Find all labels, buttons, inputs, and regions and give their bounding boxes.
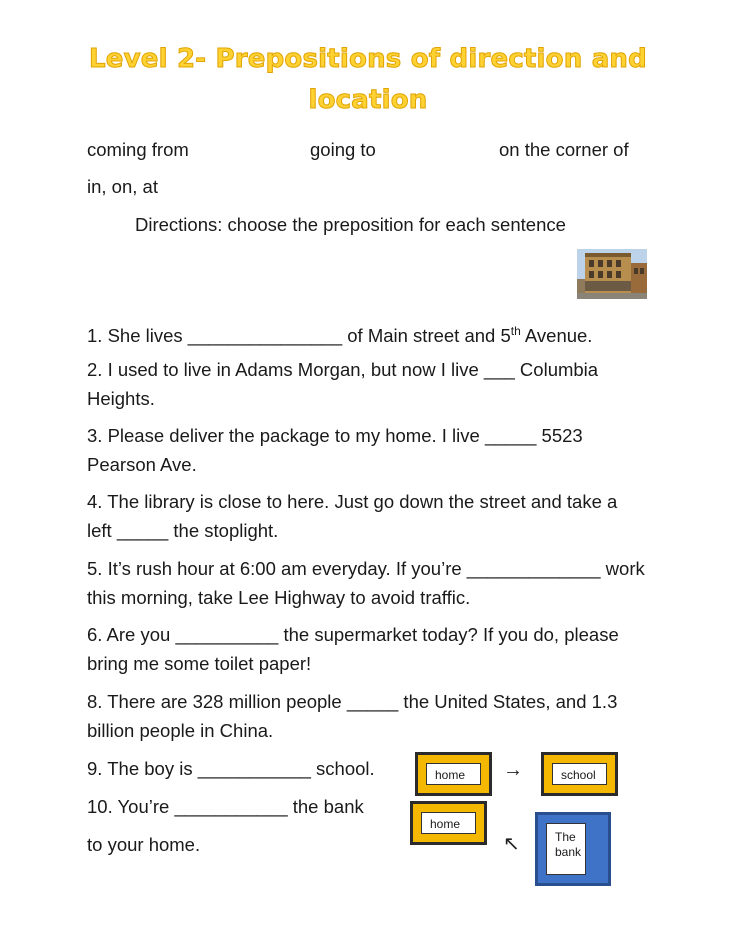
diagram-bank-label: The bank <box>546 823 586 875</box>
question-5: 5. It’s rush hour at 6:00 am everyday. If you’re _____________ work this morning, take Lee Highway to avoid traffic. <box>87 558 645 608</box>
worksheet-title-line2: location <box>308 85 428 115</box>
question-8: 8. There are 328 million people _____ the United States, and 1.3 billion people in China. <box>87 691 618 741</box>
word-bank-going-to: going to <box>310 139 376 160</box>
directions-text: Directions: choose the preposition for each sentence <box>135 214 566 235</box>
arrow-up-left-icon: ↖ <box>503 833 520 855</box>
word-bank-in-on-at: in, on, at <box>87 176 158 197</box>
diagram-home-label-top: home <box>426 763 481 785</box>
arrow-right-icon: → <box>503 759 523 781</box>
word-bank-coming-from: coming from <box>87 139 189 160</box>
word-bank-on-the-corner-of: on the corner of <box>499 139 629 160</box>
diagram-home-box-top <box>415 752 492 796</box>
question-1-text: 1. She lives _______________ of Main street and 5 <box>87 325 511 347</box>
diagram-school-box <box>541 752 618 796</box>
question-6: 6. Are you __________ the supermarket today? If you do, please bring me some toilet paper! <box>87 624 619 674</box>
question-3: 3. Please deliver the package to my home. I live _____ 5523 Pearson Ave. <box>87 425 583 475</box>
question-1 <box>87 317 647 350</box>
worksheet-title-line1: Level 2- Prepositions of direction and <box>89 44 647 74</box>
question-10: 10. You’re ___________ the bank <box>87 796 364 817</box>
question-9: 9. The boy is ___________ school. <box>87 758 375 779</box>
diagram-home-box-bottom <box>410 801 487 845</box>
question-1-text-end: Avenue. <box>520 325 593 347</box>
diagram-bank-box <box>535 812 611 886</box>
diagram-school-label: school <box>552 763 607 785</box>
building-photo-icon <box>577 249 647 299</box>
question-4: 4. The library is close to here. Just go down the street and take a left _____ the stoplight. <box>87 491 618 541</box>
question-10-continued: to your home. <box>87 834 201 855</box>
question-1-superscript: th <box>510 324 521 338</box>
diagram-home-label-bottom: home <box>421 812 476 834</box>
question-2: 2. I used to live in Adams Morgan, but now I live ___ Columbia Heights. <box>87 359 599 409</box>
